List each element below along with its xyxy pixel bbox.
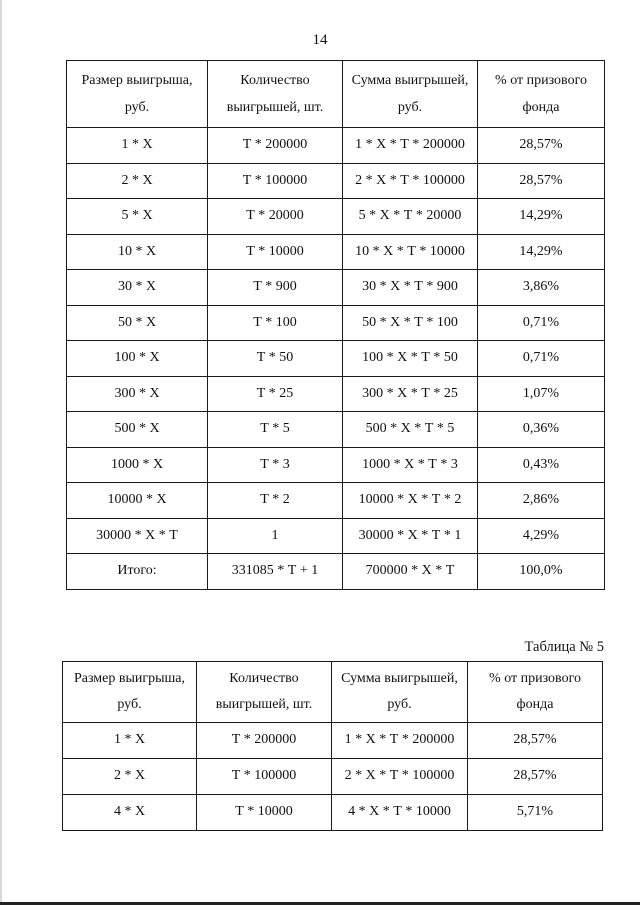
cell-prize-count: Т * 10000	[197, 795, 332, 831]
cell-prize-size: 10 * Х	[67, 234, 208, 270]
cell-prize-size: 2 * Х	[67, 163, 208, 199]
cell-fund-percent: 14,29%	[478, 234, 605, 270]
cell-prize-sum: 300 * Х * Т * 25	[343, 376, 478, 412]
cell-fund-percent: 28,57%	[478, 128, 605, 164]
cell-fund-percent: 28,57%	[468, 759, 603, 795]
cell-fund-percent: 0,43%	[478, 447, 605, 483]
cell-prize-count: Т * 2	[208, 483, 343, 519]
table-header-row	[67, 61, 605, 128]
cell-fund-percent: 28,57%	[468, 723, 603, 759]
cell-fund-percent: 5,71%	[468, 795, 603, 831]
table-row	[67, 128, 605, 164]
cell-prize-size: 1000 * Х	[67, 447, 208, 483]
cell-prize-count: Т * 100	[208, 305, 343, 341]
table-body	[67, 128, 605, 590]
cell-prize-sum: 10 * Х * Т * 10000	[343, 234, 478, 270]
table-row	[67, 518, 605, 554]
cell-prize-count: Т * 100000	[197, 759, 332, 795]
cell-fund-percent: 1,07%	[478, 376, 605, 412]
cell-prize-size: 1 * Х	[63, 723, 197, 759]
header-prize-sum: Сумма выигрышей, руб.	[343, 61, 478, 128]
cell-prize-sum: 1 * Х * Т * 200000	[332, 723, 468, 759]
table-row	[63, 795, 603, 831]
header-fund-percent: % от призового фонда	[468, 662, 603, 723]
cell-prize-sum: 5 * Х * Т * 20000	[343, 199, 478, 235]
cell-prize-size: 5 * Х	[67, 199, 208, 235]
page-number: 14	[312, 32, 328, 48]
cell-prize-count: Т * 200000	[208, 128, 343, 164]
cell-prize-count: Т * 3	[208, 447, 343, 483]
header-prize-sum: Сумма выигрышей, руб.	[332, 662, 468, 723]
table-caption: Таблица № 5	[524, 639, 604, 655]
cell-prize-count: 1	[208, 518, 343, 554]
cell-prize-sum: 500 * Х * Т * 5	[343, 412, 478, 448]
table-row	[67, 341, 605, 377]
cell-prize-sum: 30000 * Х * Т * 1	[343, 518, 478, 554]
cell-fund-percent: 0,71%	[478, 305, 605, 341]
cell-prize-size: 2 * Х	[63, 759, 197, 795]
table-row	[67, 270, 605, 306]
prize-table-1	[66, 60, 605, 590]
cell-prize-sum: 1 * Х * Т * 200000	[343, 128, 478, 164]
header-prize-size: Размер выигрыша, руб.	[67, 61, 208, 128]
table-row	[67, 234, 605, 270]
table-row	[67, 412, 605, 448]
cell-prize-count: Т * 50	[208, 341, 343, 377]
total-row	[67, 554, 605, 590]
table-row	[63, 759, 603, 795]
cell-prize-sum: 10000 * Х * Т * 2	[343, 483, 478, 519]
table-body	[63, 723, 603, 831]
cell-prize-sum: 2 * Х * Т * 100000	[332, 759, 468, 795]
total-label: Итого:	[67, 554, 208, 590]
table-row	[67, 447, 605, 483]
table-row	[67, 376, 605, 412]
cell-prize-sum: 4 * Х * Т * 10000	[332, 795, 468, 831]
cell-prize-size: 500 * Х	[67, 412, 208, 448]
header-prize-count: Количество выигрышей, шт.	[197, 662, 332, 723]
table-row	[63, 723, 603, 759]
cell-fund-percent: 100,0%	[478, 554, 605, 590]
cell-fund-percent: 2,86%	[478, 483, 605, 519]
cell-prize-count: Т * 5	[208, 412, 343, 448]
cell-prize-sum: 100 * Х * Т * 50	[343, 341, 478, 377]
header-fund-percent: % от призового фонда	[478, 61, 605, 128]
header-prize-count: Количество выигрышей, шт.	[208, 61, 343, 128]
cell-prize-sum: 50 * Х * Т * 100	[343, 305, 478, 341]
cell-prize-size: 4 * Х	[63, 795, 197, 831]
prize-table-2	[62, 661, 603, 831]
cell-prize-count: Т * 100000	[208, 163, 343, 199]
cell-fund-percent: 3,86%	[478, 270, 605, 306]
cell-prize-sum: 700000 * Х * Т	[343, 554, 478, 590]
cell-prize-sum: 2 * Х * Т * 100000	[343, 163, 478, 199]
header-prize-size: Размер выигрыша, руб.	[63, 662, 197, 723]
scan-edge-left	[0, 0, 2, 905]
cell-prize-size: 1 * Х	[67, 128, 208, 164]
cell-fund-percent: 4,29%	[478, 518, 605, 554]
cell-prize-size: 100 * Х	[67, 341, 208, 377]
cell-fund-percent: 0,71%	[478, 341, 605, 377]
cell-prize-count: Т * 25	[208, 376, 343, 412]
cell-prize-sum: 30 * Х * Т * 900	[343, 270, 478, 306]
cell-prize-sum: 1000 * Х * Т * 3	[343, 447, 478, 483]
cell-prize-size: 30000 * Х * Т	[67, 518, 208, 554]
cell-prize-count: Т * 200000	[197, 723, 332, 759]
cell-prize-size: 50 * Х	[67, 305, 208, 341]
cell-prize-count: Т * 900	[208, 270, 343, 306]
cell-prize-size: 10000 * Х	[67, 483, 208, 519]
table-row	[67, 199, 605, 235]
table-row	[67, 305, 605, 341]
cell-fund-percent: 0,36%	[478, 412, 605, 448]
cell-prize-count: Т * 10000	[208, 234, 343, 270]
cell-prize-count: Т * 20000	[208, 199, 343, 235]
cell-fund-percent: 14,29%	[478, 199, 605, 235]
cell-fund-percent: 28,57%	[478, 163, 605, 199]
table-row	[67, 483, 605, 519]
table-header-row	[63, 662, 603, 723]
cell-prize-count: 331085 * Т + 1	[208, 554, 343, 590]
cell-prize-size: 300 * Х	[67, 376, 208, 412]
table-row	[67, 163, 605, 199]
cell-prize-size: 30 * Х	[67, 270, 208, 306]
